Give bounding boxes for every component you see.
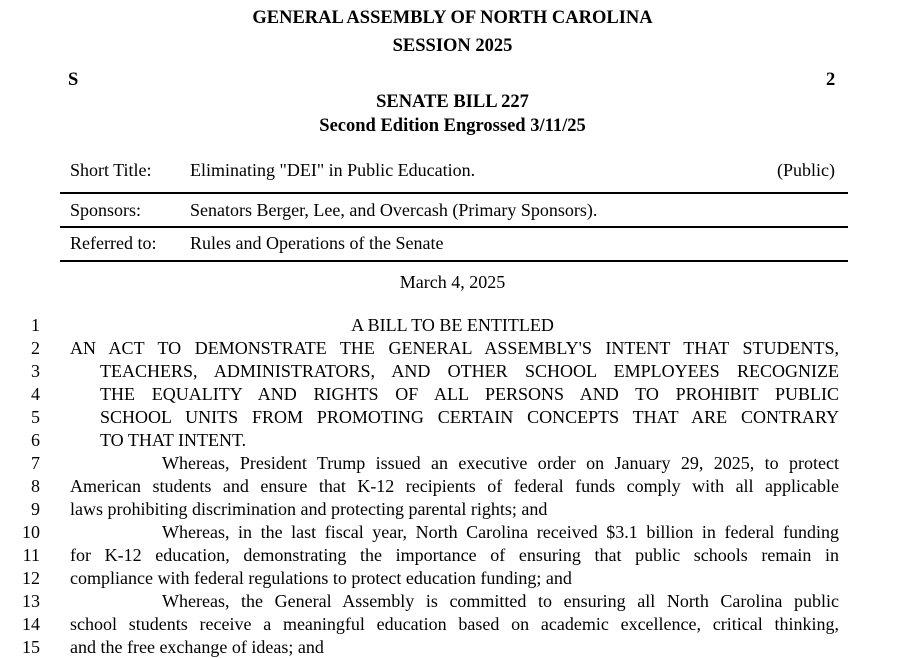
line-number: 8	[31, 476, 40, 496]
divider	[60, 260, 848, 262]
bill-line: AN ACT TO DEMONSTRATE THE GENERAL ASSEMBLY'S INTENT THAT STUDENTS,	[70, 338, 839, 358]
line-number: 12	[22, 568, 40, 588]
divider	[60, 226, 848, 228]
bill-line: American students and ensure that K-12 recipients of federal funds comply with all applicable	[70, 476, 839, 496]
bill-title: SENATE BILL 227	[376, 92, 529, 112]
bill-line: school students receive a meaningful education based on academic excellence, critical thinking,	[70, 614, 839, 634]
bill-line: laws prohibiting discrimination and protecting parental rights; and	[70, 499, 548, 519]
edition-number: 2	[826, 70, 836, 90]
bill-type: (Public)	[777, 160, 835, 180]
line-number: 2	[31, 338, 40, 358]
line-number: 14	[22, 614, 40, 634]
line-number: 6	[31, 430, 40, 450]
line-number: 10	[22, 522, 40, 542]
filed-date: March 4, 2025	[399, 272, 506, 292]
sponsors-label: Sponsors:	[70, 200, 142, 220]
edition-title: Second Edition Engrossed 3/11/25	[319, 116, 586, 136]
bill-line: Whereas, in the last fiscal year, North Carolina received $3.1 billion in federal funding	[162, 522, 839, 542]
line-number: 15	[22, 637, 40, 657]
line-number: 9	[31, 499, 40, 519]
bill-line: and the free exchange of ideas; and	[70, 637, 324, 657]
referred-committee: Rules and Operations of the Senate	[190, 233, 444, 253]
line-number: 4	[31, 384, 40, 404]
bill-line: TO THAT INTENT.	[100, 430, 247, 450]
bill-line: TEACHERS, ADMINISTRATORS, AND OTHER SCHOOL EMPLOYEES RECOGNIZE	[100, 361, 839, 381]
short-title-label: Short Title:	[70, 160, 152, 180]
sponsors: Senators Berger, Lee, and Overcash (Primary Sponsors).	[190, 200, 598, 220]
line-number: 3	[31, 361, 40, 381]
referred-label: Referred to:	[70, 233, 157, 253]
bill-line: THE EQUALITY AND RIGHTS OF ALL PERSONS AND TO PROHIBIT PUBLIC	[100, 384, 839, 404]
chamber-code: S	[68, 70, 79, 90]
assembly-title: GENERAL ASSEMBLY OF NORTH CAROLINA	[252, 8, 653, 28]
session-title: SESSION 2025	[392, 36, 513, 56]
bill-line: compliance with federal regulations to protect education funding; and	[70, 568, 572, 588]
line-number: 13	[22, 591, 40, 611]
bill-line: Whereas, the General Assembly is committed to ensuring all North Carolina public	[162, 591, 839, 611]
line-number: 1	[31, 315, 40, 335]
bill-line: Whereas, President Trump issued an executive order on January 29, 2025, to protect	[162, 453, 839, 473]
short-title: Eliminating "DEI" in Public Education.	[190, 160, 476, 180]
bill-heading: A BILL TO BE ENTITLED	[351, 315, 554, 335]
line-number: 5	[31, 407, 40, 427]
line-number: 7	[31, 453, 40, 473]
divider	[60, 192, 848, 194]
bill-line: for K-12 education, demonstrating the importance of ensuring that public schools remain in	[70, 545, 839, 565]
bill-line: SCHOOL UNITS FROM PROMOTING CERTAIN CONCEPTS THAT ARE CONTRARY	[100, 407, 839, 427]
line-number: 11	[22, 545, 40, 565]
